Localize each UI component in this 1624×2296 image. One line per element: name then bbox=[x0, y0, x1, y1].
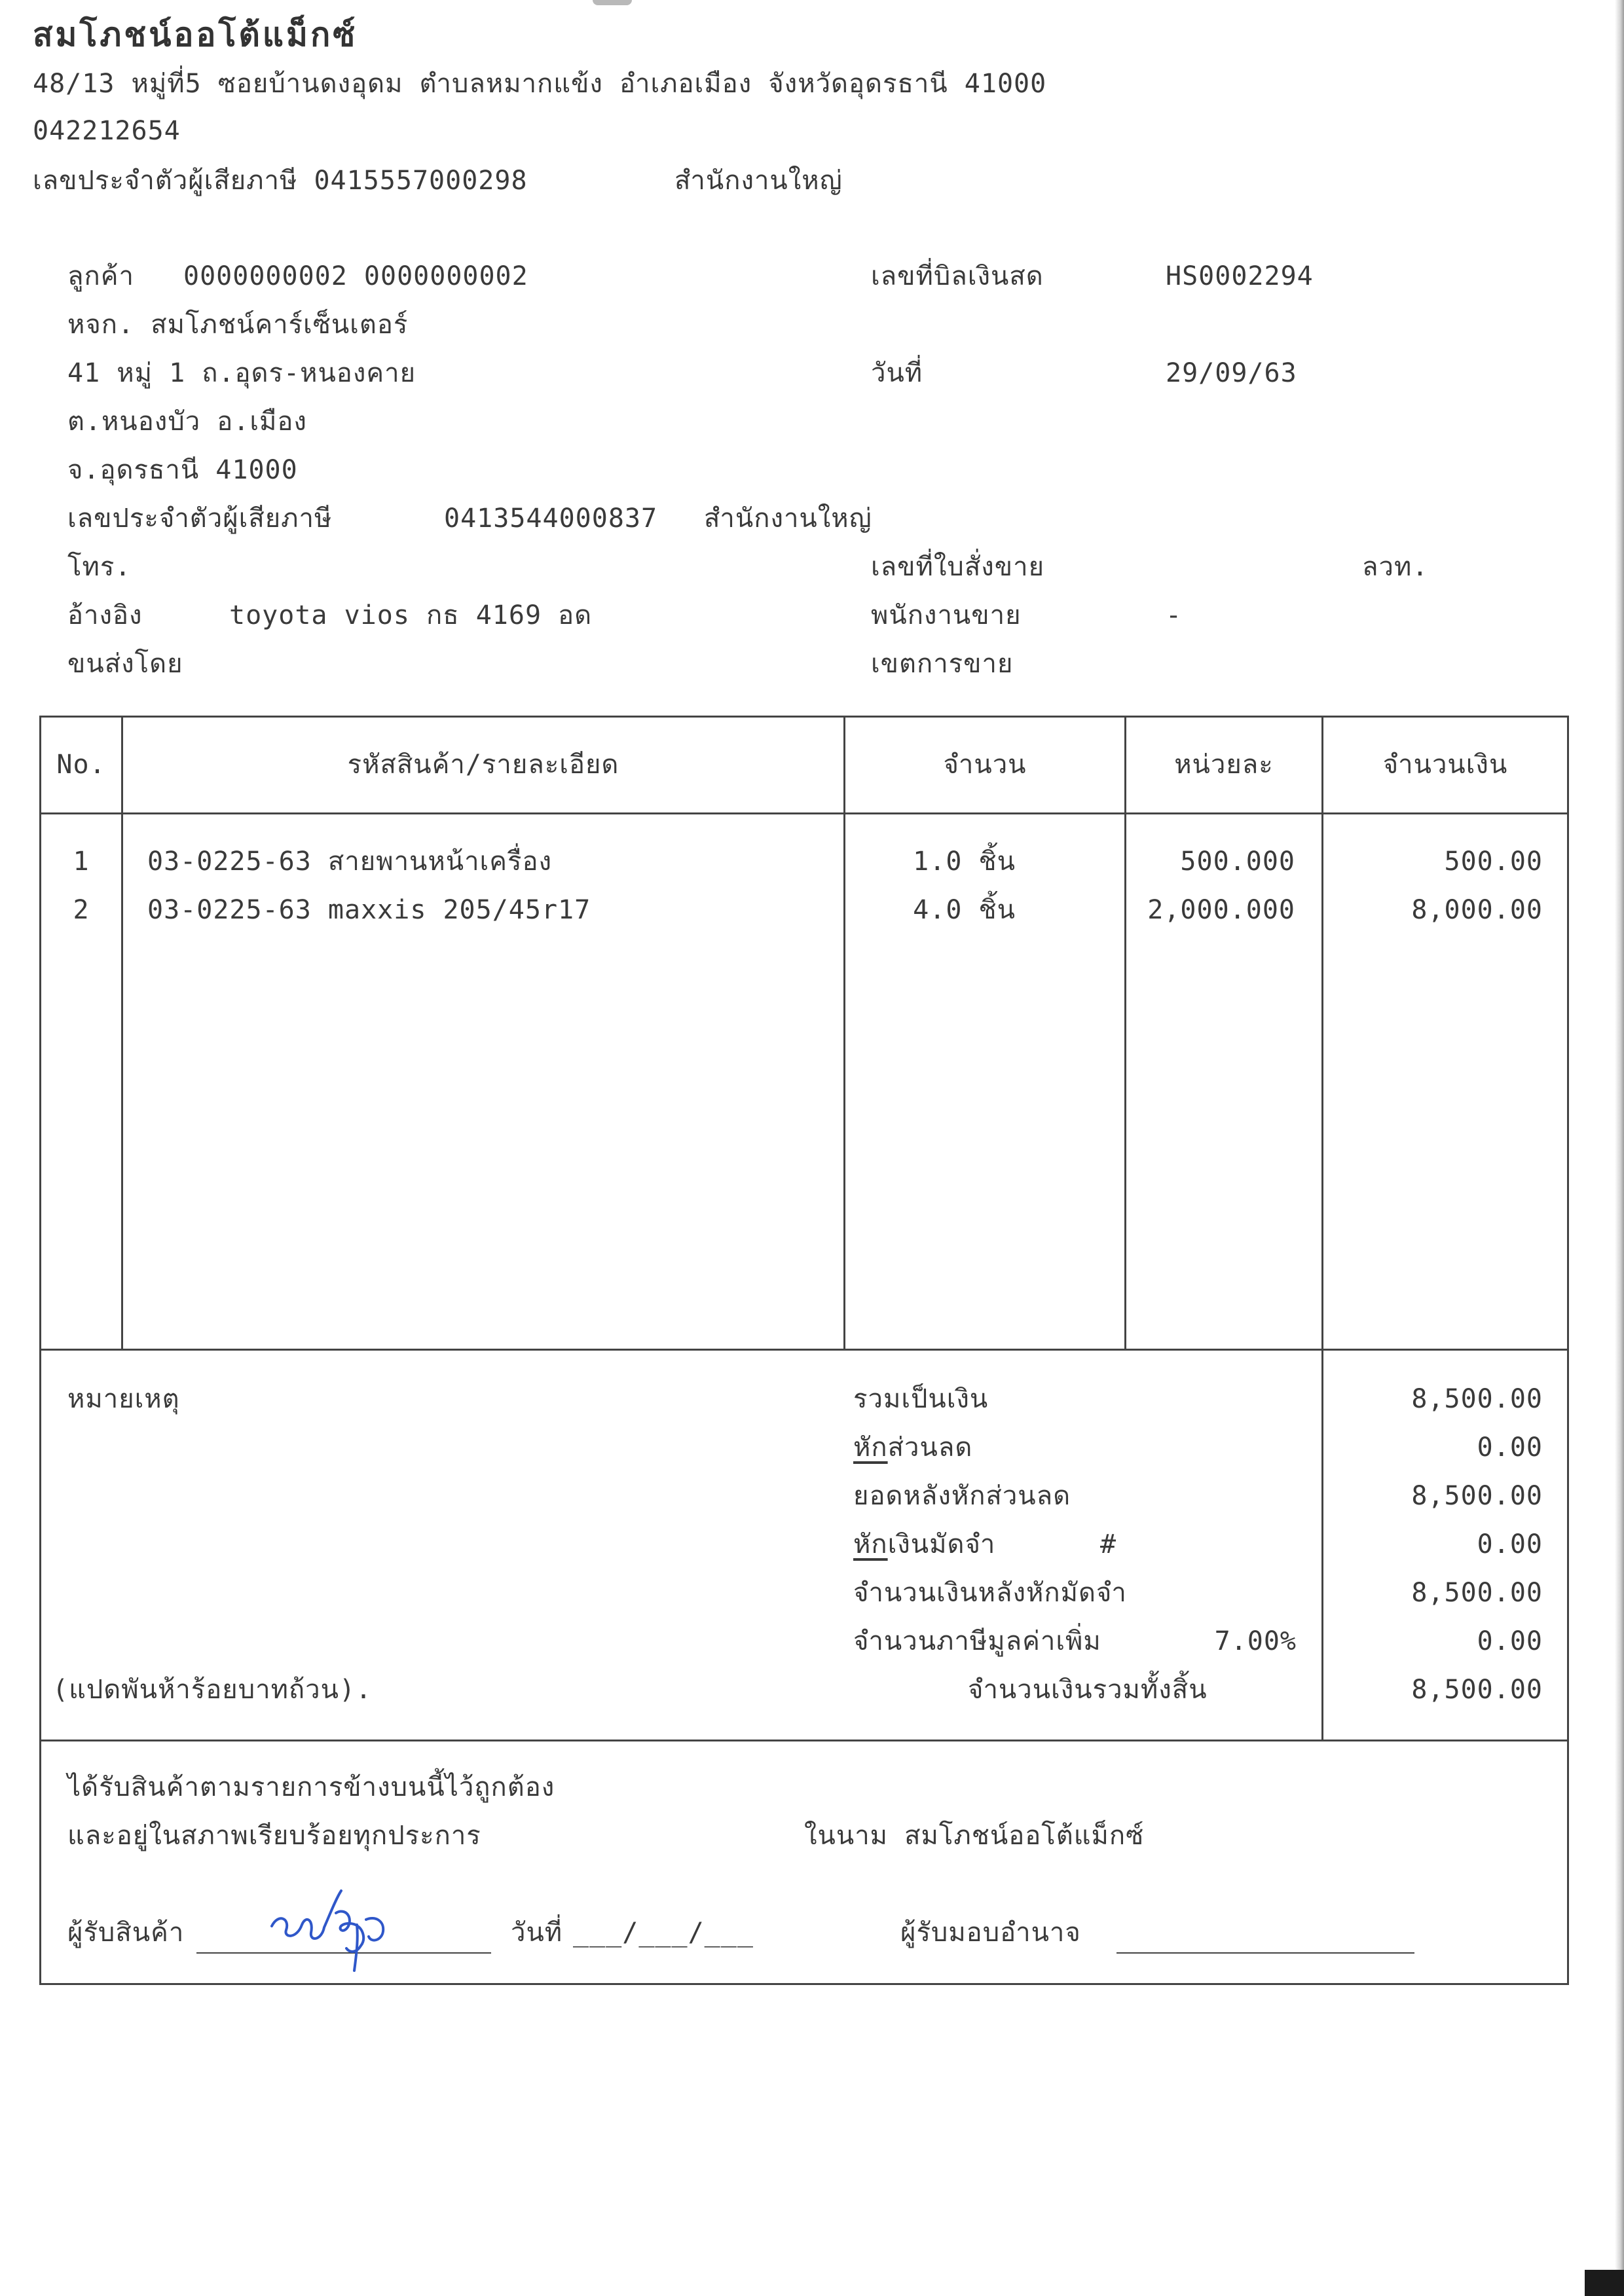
deposit-prefix: หัก bbox=[853, 1529, 888, 1559]
company-phone: 042212654 bbox=[33, 116, 181, 146]
signature-stroke bbox=[259, 1879, 403, 1977]
grand-total-label: จำนวนเงินรวมทั้งสิ้น bbox=[968, 1675, 1208, 1705]
header-quantity: จำนวน bbox=[943, 750, 1027, 780]
after-deposit-value: 8,500.00 bbox=[1411, 1578, 1543, 1608]
customer-phone-label: โทร. bbox=[67, 552, 132, 582]
order-no-suffix: ลวท. bbox=[1362, 552, 1429, 582]
customer-ref-label: อ้างอิง bbox=[67, 600, 143, 630]
customer-tax-label: เลขประจำตัวผู้เสียภาษี bbox=[67, 503, 333, 534]
company-address: 48/13 หมู่ที่5 ซอยบ้านดงอุดม ตำบลหมากแข้ง อำเภอเมือง จังหวัดอุดรธานี 41000 bbox=[33, 69, 1047, 99]
salesperson-label: พนักงานขาย bbox=[871, 600, 1022, 630]
table-col-divider bbox=[1124, 716, 1126, 1351]
bill-date: 29/09/63 bbox=[1166, 358, 1297, 388]
table-row-quantity: 4.0 ชิ้น bbox=[913, 895, 1016, 925]
after-deposit-label: จำนวนเงินหลังหักมัดจำ bbox=[853, 1578, 1127, 1608]
table-row-description: 03-0225-63 maxxis 205/45r17 bbox=[147, 895, 591, 925]
company-branch: สำนักงานใหญ่ bbox=[674, 166, 843, 196]
table-row-unit-price: 2,000.000 bbox=[1147, 895, 1295, 925]
customer-address-3: จ.อุดรธานี 41000 bbox=[67, 455, 298, 485]
customer-address-1: 41 หมู่ 1 ถ.อุดร-หนองคาย bbox=[67, 358, 416, 388]
table-row-amount: 8,000.00 bbox=[1411, 895, 1543, 925]
bill-no: HS0002294 bbox=[1166, 261, 1314, 291]
bill-no-label: เลขที่บิลเงินสด bbox=[871, 261, 1044, 291]
customer-name: หจก. สมโภชน์คาร์เซ็นเตอร์ bbox=[67, 310, 409, 340]
authorized-label: ผู้รับมอบอำนาจ bbox=[900, 1918, 1081, 1948]
receive-date-blank: ___/___/___ bbox=[573, 1918, 754, 1948]
customer-label: ลูกค้า bbox=[67, 261, 134, 291]
received-line-2: และอยู่ในสภาพเรียบร้อยทุกประการ bbox=[67, 1821, 481, 1851]
deposit-label-text: เงินมัดจำ bbox=[887, 1529, 996, 1559]
table-row-description: 03-0225-63 สายพานหน้าเครื่อง bbox=[147, 847, 553, 877]
header-no: No. bbox=[56, 750, 106, 780]
table-row-quantity: 1.0 ชิ้น bbox=[913, 847, 1016, 877]
table-row-no: 2 bbox=[73, 895, 90, 925]
on-behalf-of: ในนาม สมโภชน์ออโต้แม็กซ์ bbox=[804, 1821, 1145, 1851]
scan-corner-mark bbox=[1585, 2270, 1624, 2296]
amount-in-words: (แปดพันห้าร้อยบาทถ้วน). bbox=[52, 1675, 373, 1705]
table-col-divider bbox=[1321, 716, 1323, 1351]
customer-codes: 0000000002 0000000002 bbox=[183, 261, 528, 291]
items-table bbox=[39, 716, 1569, 1351]
received-line-1: ได้รับสินค้าตามรายการข้างบนนี้ไว้ถูกต้อง bbox=[67, 1772, 555, 1802]
receive-date-label: วันที่ bbox=[511, 1918, 563, 1948]
customer-shipping-label: ขนส่งโดย bbox=[67, 649, 183, 679]
vat-value: 0.00 bbox=[1477, 1626, 1543, 1656]
deposit-hash: # bbox=[1100, 1529, 1117, 1559]
deposit-value: 0.00 bbox=[1477, 1529, 1543, 1559]
bill-date-label: วันที่ bbox=[871, 358, 923, 388]
receiver-signature bbox=[259, 1879, 403, 1977]
header-unit-price: หน่วยละ bbox=[1174, 750, 1274, 780]
discount-prefix: หัก bbox=[853, 1432, 888, 1463]
scan-smudge bbox=[593, 0, 632, 5]
scan-edge bbox=[1615, 0, 1624, 2296]
subtotal-label: รวมเป็นเงิน bbox=[853, 1384, 989, 1414]
company-name: สมโภชน์ออโต้แม็กซ์ bbox=[33, 16, 358, 54]
header-amount: จำนวนเงิน bbox=[1382, 750, 1508, 780]
table-row-unit-price: 500.000 bbox=[1180, 847, 1295, 877]
company-tax-id: เลขประจำตัวผู้เสียภาษี 0415557000298 bbox=[33, 166, 528, 196]
after-discount-value: 8,500.00 bbox=[1411, 1481, 1543, 1511]
deposit-label bbox=[853, 1531, 995, 1558]
grand-total-value: 8,500.00 bbox=[1411, 1675, 1543, 1705]
after-discount-label: ยอดหลังหักส่วนลด bbox=[853, 1481, 1071, 1511]
vat-label: จำนวนภาษีมูลค่าเพิ่ม bbox=[853, 1626, 1101, 1656]
header-description: รหัสสินค้า/รายละเอียด bbox=[347, 750, 619, 780]
authorized-signature-line bbox=[1116, 1952, 1414, 1954]
remark-label: หมายเหตุ bbox=[67, 1384, 180, 1414]
subtotal-value: 8,500.00 bbox=[1411, 1384, 1543, 1414]
receiver-label: ผู้รับสินค้า bbox=[67, 1918, 185, 1948]
table-row-no: 1 bbox=[73, 847, 90, 877]
customer-tax-id: 0413544000837 bbox=[444, 503, 658, 534]
vat-rate: 7.00% bbox=[1214, 1626, 1297, 1656]
table-row-amount: 500.00 bbox=[1444, 847, 1543, 877]
sales-area-label: เขตการขาย bbox=[871, 649, 1014, 679]
discount-label bbox=[853, 1434, 972, 1461]
customer-branch: สำนักงานใหญ่ bbox=[704, 503, 872, 534]
customer-address-2: ต.หนองบัว อ.เมือง bbox=[67, 407, 307, 437]
discount-label-text: ส่วนลด bbox=[887, 1432, 973, 1463]
table-col-divider bbox=[843, 716, 845, 1351]
table-col-divider bbox=[121, 716, 123, 1351]
table-header-divider bbox=[39, 812, 1569, 814]
customer-ref-value: toyota vios กธ 4169 อด bbox=[229, 600, 593, 630]
order-no-label: เลขที่ใบสั่งขาย bbox=[871, 552, 1045, 582]
discount-value: 0.00 bbox=[1477, 1432, 1543, 1463]
salesperson-value: - bbox=[1166, 600, 1183, 630]
